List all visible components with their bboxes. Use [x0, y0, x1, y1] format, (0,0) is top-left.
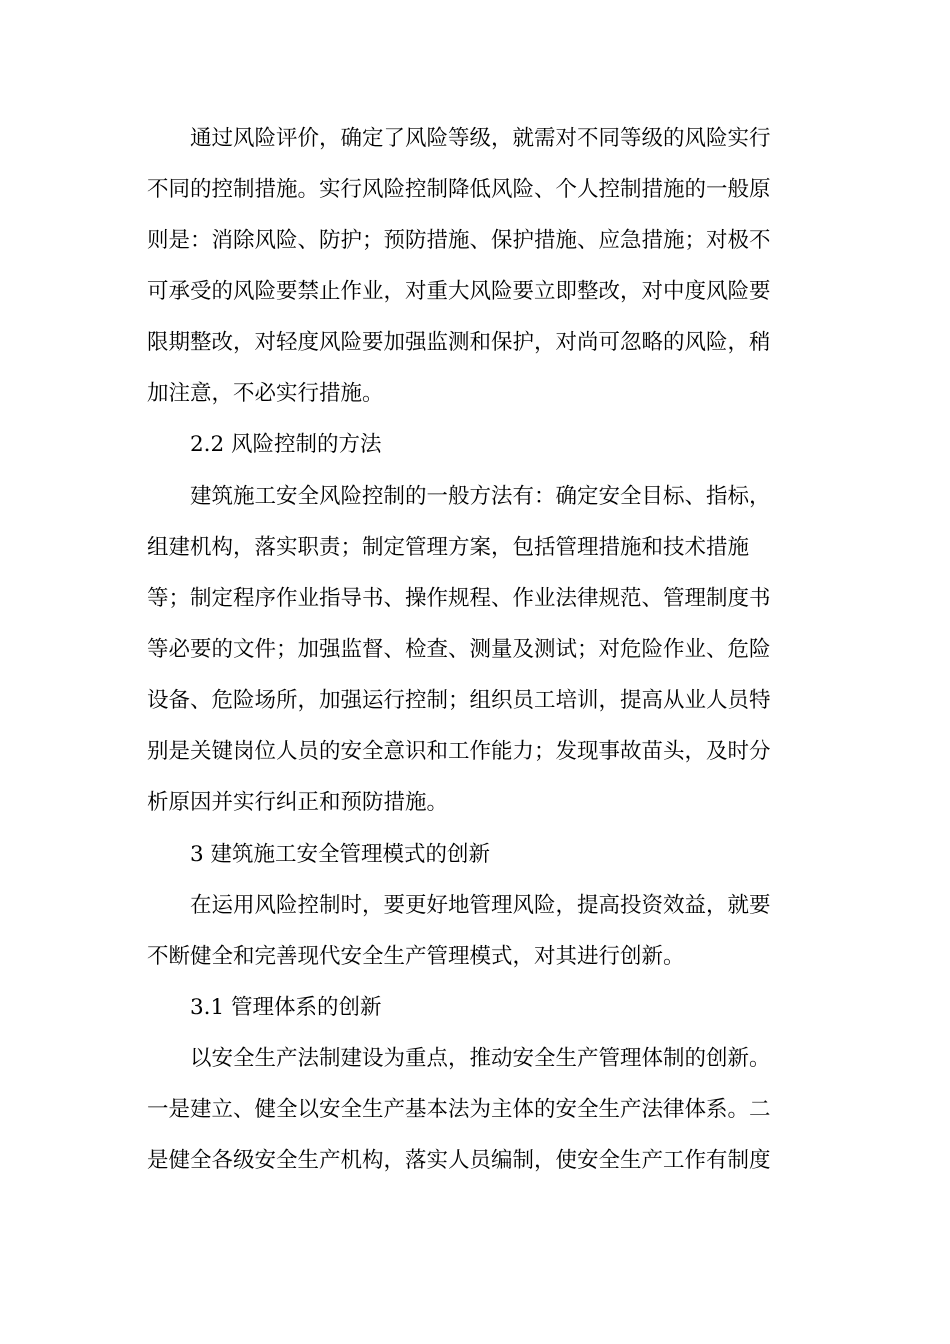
paragraph-line: 通过风险评价，确定了风险等级，就需对不同等级的风险实行: [190, 126, 771, 151]
paragraph-line: 一是建立、健全以安全生产基本法为主体的安全生产法律体系。二: [147, 1097, 771, 1122]
paragraph-line: 组建机构，落实职责；制定管理方案，包括管理措施和技术措施: [147, 535, 750, 560]
paragraph-line: 加注意，不必实行措施。: [147, 381, 384, 406]
section-heading: 3.1 管理体系的创新: [190, 995, 382, 1020]
paragraph-line: 等；制定程序作业指导书、操作规程、作业法律规范、管理制度书: [147, 586, 771, 611]
paragraph-line: 等必要的文件；加强监督、检查、测量及测试；对危险作业、危险: [147, 637, 771, 662]
paragraph-line: 是健全各级安全生产机构，落实人员编制，使安全生产工作有制度: [147, 1148, 771, 1173]
paragraph-line: 别是关键岗位人员的安全意识和工作能力；发现事故苗头，及时分: [147, 739, 771, 764]
paragraph-line: 限期整改，对轻度风险要加强监测和保护，对尚可忽略的风险，稍: [147, 330, 771, 355]
paragraph-line: 析原因并实行纠正和预防措施。: [147, 790, 449, 815]
paragraph-line: 设备、危险场所，加强运行控制；组织员工培训，提高从业人员特: [147, 688, 771, 713]
paragraph-line: 不断健全和完善现代安全生产管理模式，对其进行创新。: [147, 944, 685, 969]
paragraph-line: 建筑施工安全风险控制的一般方法有：确定安全目标、指标，: [190, 484, 771, 509]
paragraph-line: 以安全生产法制建设为重点，推动安全生产管理体制的创新。: [190, 1046, 771, 1071]
section-heading: 2.2 风险控制的方法: [190, 432, 382, 457]
paragraph-line: 则是：消除风险、防护；预防措施、保护措施、应急措施；对极不: [147, 228, 771, 253]
section-heading: 3 建筑施工安全管理模式的创新: [190, 842, 491, 867]
paragraph-line: 不同的控制措施。实行风险控制降低风险、个人控制措施的一般原: [147, 177, 771, 202]
paragraph-line: 在运用风险控制时，要更好地管理风险，提高投资效益，就要: [190, 893, 771, 918]
paragraph-line: 可承受的风险要禁止作业，对重大风险要立即整改，对中度风险要: [147, 279, 771, 304]
